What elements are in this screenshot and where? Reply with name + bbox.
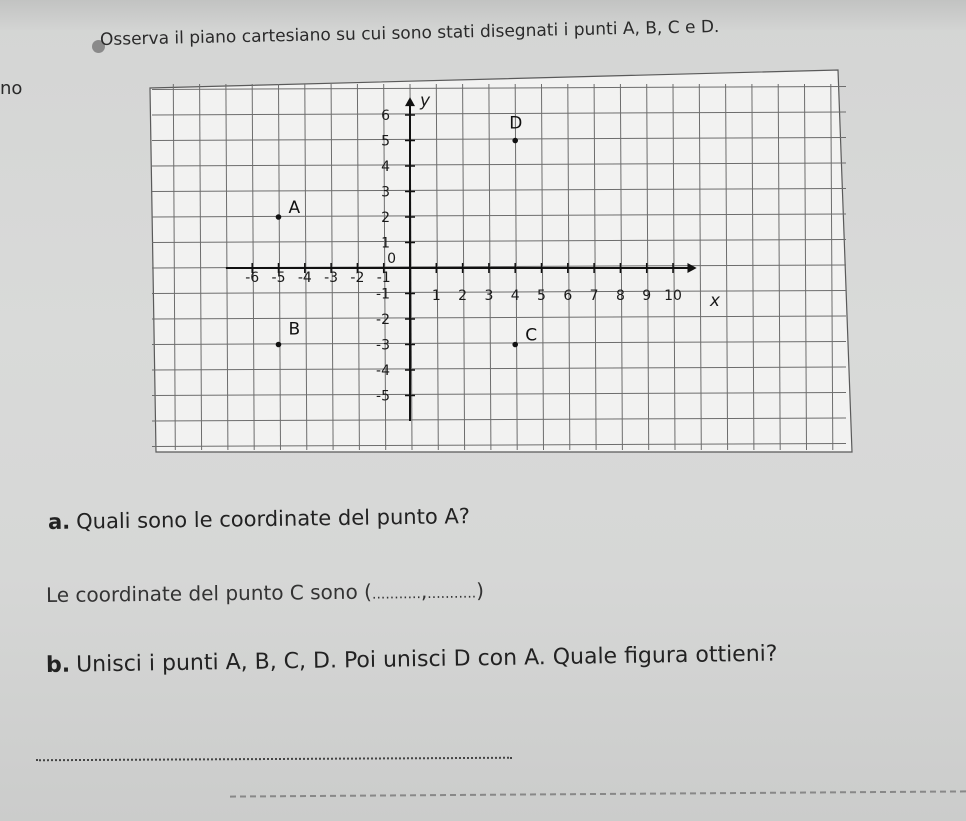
- y-tick-label: -4: [376, 363, 390, 379]
- x-tick-label: -5: [271, 270, 286, 286]
- y-tick-label: -2: [376, 312, 390, 328]
- point-a: [276, 214, 282, 220]
- x-tick-label: 8: [615, 288, 625, 304]
- y-tick-label: -3: [376, 337, 390, 354]
- y-tick-label: 5: [381, 133, 390, 150]
- x-tick-label: 4: [510, 288, 520, 304]
- y-tick-label: 1: [381, 235, 390, 252]
- question-b-text: Unisci i punti A, B, C, D. Poi unisci D con A. Quale figura ottieni?: [75, 641, 778, 678]
- intro-instruction: Osserva il piano cartesiano su cui sono stati disegnati i punti A, B, C e D.: [99, 17, 720, 50]
- coord-prefix: Le coordinate del punto C sono (: [45, 579, 373, 607]
- x-tick-label: 2: [458, 288, 468, 304]
- point-d: [512, 138, 518, 144]
- y-tick-label: -5: [376, 388, 390, 405]
- coordinates-c-sentence: [46, 578, 484, 607]
- coord-y-blank[interactable]: ...........: [427, 585, 477, 603]
- side-text: no: [0, 78, 23, 99]
- point-label-c: C: [525, 325, 538, 346]
- coord-separator: ,: [420, 579, 428, 604]
- y-tick-label: 6: [381, 108, 390, 124]
- question-a-letter: a.: [47, 509, 71, 534]
- origin-label: 0: [387, 251, 396, 267]
- x-tick-label: 1: [431, 288, 441, 304]
- point-c: [512, 342, 518, 348]
- point-b: [276, 342, 282, 348]
- x-tick-label: -1: [376, 270, 391, 286]
- y-tick-label: 2: [381, 210, 390, 226]
- y-tick-label: -1: [376, 286, 390, 303]
- coord-suffix: ): [476, 578, 485, 603]
- x-tick-label: 5: [537, 288, 546, 304]
- x-tick-label: 3: [484, 288, 494, 304]
- point-label-a: A: [288, 198, 301, 218]
- x-axis-label: x: [709, 291, 720, 311]
- x-tick-label: 10: [664, 288, 682, 304]
- point-label-d: D: [509, 113, 523, 134]
- y-tick-label: 3: [381, 184, 390, 201]
- y-tick-label: 4: [381, 159, 390, 175]
- question-b-letter: b.: [45, 652, 71, 678]
- x-tick-label: -2: [350, 270, 365, 286]
- x-tick-label: -3: [324, 270, 339, 286]
- y-axis-label: y: [420, 91, 431, 112]
- coord-x-blank[interactable]: ...........: [371, 586, 421, 603]
- question-a-text: Quali sono le coordinate del punto A?: [75, 504, 471, 534]
- point-label-b: B: [288, 319, 301, 340]
- x-tick-label: -6: [245, 270, 260, 286]
- x-tick-label: 6: [563, 288, 573, 304]
- x-tick-label: 7: [589, 288, 599, 304]
- x-tick-label: 9: [642, 288, 652, 304]
- x-tick-label: -4: [297, 270, 312, 286]
